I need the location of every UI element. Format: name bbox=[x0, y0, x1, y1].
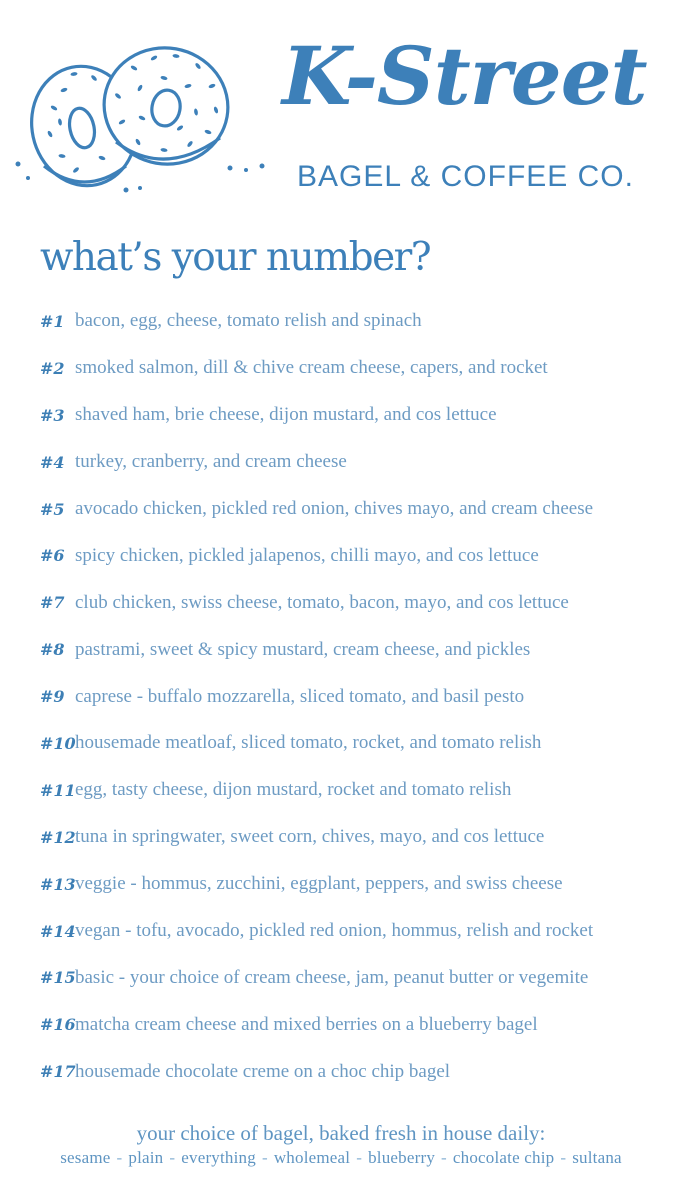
menu-item bbox=[0, 1048, 682, 1095]
menu-item bbox=[0, 392, 682, 439]
menu-item-number: #14 bbox=[40, 921, 76, 941]
menu-item bbox=[0, 908, 682, 955]
menu-item-number: #10 bbox=[40, 733, 76, 753]
menu-item-number: #4 bbox=[40, 452, 65, 472]
menu-item bbox=[0, 439, 682, 486]
bagel-option-plain: plain bbox=[128, 1148, 164, 1167]
menu-item bbox=[0, 954, 682, 1001]
menu-item-description: spicy chicken, pickled jalapenos, chilli mayo, and cos lettuce bbox=[75, 544, 539, 566]
bagel-option-sesame: sesame bbox=[60, 1148, 111, 1167]
menu-item-number: #1 bbox=[40, 311, 65, 331]
menu-item-description: caprese - buffalo mozzarella, sliced tomato, and basil pesto bbox=[75, 685, 525, 707]
menu-item-number: #12 bbox=[40, 827, 76, 847]
separator: - bbox=[356, 1148, 363, 1167]
menu-item-description: avocado chicken, pickled red onion, chives mayo, and cream cheese bbox=[75, 498, 594, 519]
menu-item bbox=[0, 814, 682, 861]
menu-item-description: bacon, egg, cheese, tomato relish and spinach bbox=[75, 310, 422, 332]
menu-item-description: smoked salmon, dill & chive cream cheese, capers, and rocket bbox=[75, 357, 548, 379]
separator: - bbox=[116, 1148, 123, 1167]
separator: - bbox=[441, 1148, 447, 1167]
menu-item-number: #17 bbox=[40, 1062, 76, 1082]
menu-item-number: #13 bbox=[40, 874, 76, 894]
menu-item bbox=[0, 345, 682, 392]
separator: - bbox=[261, 1148, 268, 1167]
separator: - bbox=[560, 1148, 567, 1167]
bagel-option-sultana: sultana bbox=[572, 1148, 622, 1167]
menu-item-number: #6 bbox=[40, 546, 65, 566]
menu-item-number: #8 bbox=[40, 640, 65, 660]
menu-item-description: basic - your choice of cream cheese, jam, peanut butter or vegemite bbox=[75, 966, 589, 988]
menu-heading: what’s your number? bbox=[40, 235, 431, 280]
menu-item bbox=[0, 1001, 682, 1048]
menu-item bbox=[0, 532, 682, 579]
separator: - bbox=[169, 1148, 176, 1167]
menu-item-number: #16 bbox=[40, 1015, 76, 1035]
menu-item-number: #5 bbox=[40, 499, 65, 519]
menu-item bbox=[0, 579, 682, 626]
menu-item-number: #3 bbox=[40, 405, 65, 425]
menu-item bbox=[0, 720, 682, 767]
menu-list bbox=[0, 298, 682, 1095]
menu-item-description: club chicken, swiss cheese, tomato, bacon, mayo, and cos lettuce bbox=[75, 591, 569, 613]
brand-title: K-Street bbox=[282, 29, 647, 123]
menu-item-description: vegan - tofu, avocado, pickled red onion, hommus, relish and rocket bbox=[75, 920, 594, 942]
menu-item-number: #2 bbox=[40, 358, 65, 378]
menu-item bbox=[0, 626, 682, 673]
menu-item-description: turkey, cranberry, and cream cheese bbox=[75, 451, 347, 473]
bagel-option-everything: everything bbox=[181, 1148, 256, 1167]
menu-item bbox=[0, 861, 682, 908]
menu-item bbox=[0, 673, 682, 720]
bagel-option-chocolate-chip: chocolate chip bbox=[452, 1148, 555, 1167]
header bbox=[0, 0, 682, 220]
bagel-option-wholemeal: wholemeal bbox=[273, 1148, 351, 1167]
menu-item-number: #7 bbox=[40, 593, 65, 613]
bagel-options bbox=[0, 1148, 682, 1168]
menu-item-number: #9 bbox=[40, 687, 65, 707]
menu-item-number: #11 bbox=[40, 780, 76, 800]
menu-item-description: tuna in springwater, sweet corn, chives, mayo, and cos lettuce bbox=[75, 826, 545, 848]
menu-item-description: matcha cream cheese and mixed berries on a blueberry bagel bbox=[75, 1013, 538, 1035]
bagel-choice-title: your choice of bagel, baked fresh in house daily: bbox=[136, 1121, 546, 1145]
menu-item-description: shaved ham, brie cheese, dijon mustard, and cos lettuce bbox=[75, 404, 497, 426]
brand-subtitle: BAGEL & COFFEE CO. bbox=[297, 160, 634, 193]
menu-item-description: pastrami, sweet & spicy mustard, cream cheese, and pickles bbox=[75, 638, 531, 660]
menu-item-description: veggie - hommus, zucchini, eggplant, peppers, and swiss cheese bbox=[75, 873, 563, 895]
menu-item bbox=[0, 298, 682, 345]
menu-item-description: housemade meatloaf, sliced tomato, rocket, and tomato relish bbox=[75, 732, 542, 754]
menu-item-description: housemade chocolate creme on a choc chip bagel bbox=[75, 1060, 451, 1082]
menu-item-description: egg, tasty cheese, dijon mustard, rocket and tomato relish bbox=[75, 779, 512, 801]
menu-item bbox=[0, 767, 682, 814]
menu-item bbox=[0, 486, 682, 533]
bagels-icon bbox=[14, 38, 270, 198]
menu-item-number: #15 bbox=[40, 968, 76, 988]
bagel-option-blueberry: blueberry bbox=[368, 1148, 436, 1167]
